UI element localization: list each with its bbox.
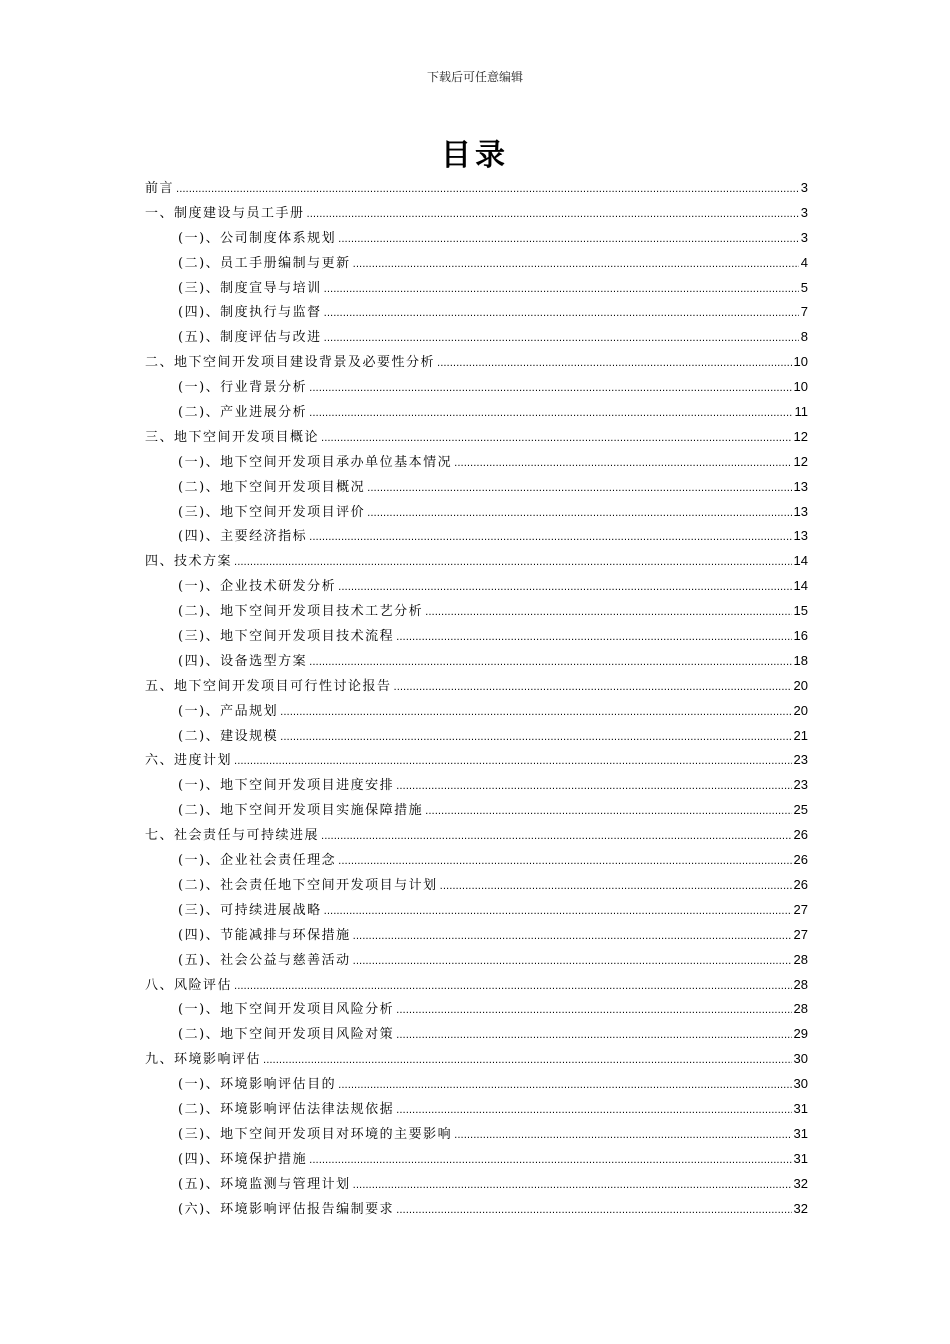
toc-entry[interactable] [145, 375, 808, 400]
dot-leader [396, 1199, 791, 1224]
toc-entry-title: (四)、制度执行与监督 [178, 305, 322, 321]
toc-entry[interactable] [145, 898, 808, 923]
toc-page-number: 21 [793, 727, 808, 743]
toc-entry[interactable] [145, 674, 808, 699]
toc-entry[interactable] [145, 748, 808, 773]
toc-page-number: 3 [800, 229, 808, 245]
toc-entry[interactable] [145, 549, 808, 574]
dot-leader [280, 726, 791, 751]
toc-entry[interactable] [145, 873, 808, 898]
toc-entry[interactable] [145, 1072, 808, 1097]
toc-entry[interactable] [145, 276, 808, 301]
toc-page-number: 10 [793, 354, 808, 370]
toc-entry-title: (二)、社会责任地下空间开发项目与计划 [178, 877, 438, 893]
toc-page-number: 23 [793, 777, 808, 793]
toc-entry-title: (三)、制度宣导与培训 [178, 280, 322, 296]
toc-entry-title: (一)、环境影响评估目的 [178, 1077, 337, 1093]
toc-entry[interactable] [145, 724, 808, 749]
toc-entry[interactable] [145, 599, 808, 624]
toc-page-number: 13 [793, 478, 808, 494]
toc-entry-title: 四、技术方案 [145, 554, 233, 570]
toc-entry[interactable] [145, 176, 808, 201]
dot-leader [437, 352, 792, 377]
toc-entry[interactable] [145, 450, 808, 475]
toc-entry[interactable] [145, 325, 808, 350]
toc-page-number: 5 [800, 279, 808, 295]
dot-leader [454, 452, 791, 477]
dot-leader [367, 502, 791, 527]
toc-page-number: 8 [800, 329, 808, 345]
toc-entry[interactable] [145, 500, 808, 525]
toc-entry-title: 二、地下空间开发项目建设背景及必要性分析 [145, 355, 436, 371]
toc-entry[interactable] [145, 923, 808, 948]
toc-entry-title: (一)、企业社会责任理念 [178, 853, 337, 869]
dot-leader [396, 1024, 791, 1049]
header-note: 下载后可任意编辑 [426, 70, 523, 84]
toc-entry[interactable] [145, 574, 808, 599]
dot-leader [321, 427, 792, 452]
toc-entry[interactable] [145, 1022, 808, 1047]
toc-page-number: 23 [793, 752, 808, 768]
toc-entry[interactable] [145, 773, 808, 798]
dot-leader [307, 203, 799, 228]
toc-entry[interactable] [145, 350, 808, 375]
toc-entry[interactable] [145, 798, 808, 823]
dot-leader [176, 178, 799, 203]
toc-entry-title: 五、地下空间开发项目可行性讨论报告 [145, 678, 392, 694]
dot-leader [309, 1149, 791, 1174]
toc-page-number: 11 [794, 404, 808, 420]
dot-leader [324, 278, 799, 303]
dot-leader [367, 477, 791, 502]
toc-entry-title: 三、地下空间开发项目概论 [145, 429, 320, 445]
toc-entry-title: (二)、员工手册编制与更新 [178, 255, 351, 271]
toc-entry-title: (三)、地下空间开发项目对环境的主要影响 [178, 1126, 453, 1142]
toc-page-number: 14 [793, 553, 808, 569]
toc-entry[interactable] [145, 823, 808, 848]
toc-entry[interactable] [145, 300, 808, 325]
toc-entry[interactable] [145, 699, 808, 724]
toc-page-number: 27 [793, 901, 808, 917]
toc-entry-title: (二)、地下空间开发项目实施保障措施 [178, 803, 424, 819]
toc-page-number: 28 [793, 1001, 808, 1017]
dot-leader [353, 253, 799, 278]
dot-leader [324, 302, 799, 327]
toc-page-number: 29 [793, 1026, 808, 1042]
toc-entry-title: (一)、地下空间开发项目承办单位基本情况 [178, 454, 453, 470]
dot-leader [454, 1124, 791, 1149]
toc-entry[interactable] [145, 1122, 808, 1147]
toc-page-number: 32 [793, 1200, 808, 1216]
toc-title: 目录 [441, 138, 509, 173]
toc-entry-title: (四)、环境保护措施 [178, 1151, 308, 1167]
toc-page-number: 28 [793, 976, 808, 992]
toc-page-number: 31 [793, 1125, 808, 1141]
toc-page-number: 10 [793, 379, 808, 395]
toc-entry-title: (二)、产业进展分析 [178, 405, 308, 421]
toc-entry[interactable] [145, 226, 808, 251]
toc-entry[interactable] [145, 649, 808, 674]
toc-entry[interactable] [145, 1147, 808, 1172]
toc-page-number: 3 [800, 204, 808, 220]
toc-page-number: 30 [793, 1051, 808, 1067]
toc-entry-title: (二)、建设规模 [178, 728, 279, 744]
toc-page-number: 26 [793, 876, 808, 892]
dot-leader [396, 775, 791, 800]
toc-page-number: 20 [793, 677, 808, 693]
dot-leader [396, 626, 791, 651]
toc-page-number: 25 [793, 802, 808, 818]
toc-page-number: 30 [793, 1076, 808, 1092]
toc-entry-title: (一)、公司制度体系规划 [178, 230, 337, 246]
dot-leader [440, 875, 792, 900]
toc-page-number: 27 [793, 926, 808, 942]
toc-entry-title: (三)、地下空间开发项目评价 [178, 504, 366, 520]
toc-page-number: 28 [793, 951, 808, 967]
toc-page-number: 12 [793, 453, 808, 469]
toc-entry-title: (一)、地下空间开发项目风险分析 [178, 1002, 395, 1018]
dot-leader [324, 327, 799, 352]
toc-page-number: 15 [793, 603, 808, 619]
toc-entry-title: (五)、环境监测与管理计划 [178, 1176, 351, 1192]
dot-leader [425, 601, 791, 626]
toc-entry[interactable] [145, 624, 808, 649]
dot-leader [338, 1074, 791, 1099]
dot-leader [234, 551, 792, 576]
toc-entry-title: (一)、行业背景分析 [178, 380, 308, 396]
toc-entry-title: (三)、地下空间开发项目技术流程 [178, 629, 395, 645]
toc-page-number: 13 [793, 528, 808, 544]
dot-leader [338, 228, 799, 253]
toc-entry[interactable] [145, 1197, 808, 1222]
toc-entry[interactable] [145, 475, 808, 500]
toc-entry[interactable] [145, 400, 808, 425]
table-of-contents [145, 176, 808, 1221]
toc-entry[interactable] [145, 848, 808, 873]
toc-entry-title: (一)、企业技术研发分析 [178, 579, 337, 595]
toc-entry-title: (二)、环境影响评估法律法规依据 [178, 1101, 395, 1117]
toc-page-number: 31 [793, 1150, 808, 1166]
dot-leader [263, 1049, 792, 1074]
dot-leader [425, 800, 791, 825]
toc-page-number: 32 [793, 1175, 808, 1191]
toc-entry-title: (一)、产品规划 [178, 703, 279, 719]
dot-leader [309, 651, 791, 676]
dot-leader [353, 925, 792, 950]
toc-entry-title: 七、社会责任与可持续进展 [145, 828, 320, 844]
toc-entry-title: (一)、地下空间开发项目进度安排 [178, 778, 395, 794]
dot-leader [338, 576, 791, 601]
toc-entry[interactable] [145, 425, 808, 450]
toc-page-number: 26 [793, 852, 808, 868]
toc-page-number: 31 [793, 1100, 808, 1116]
toc-entry[interactable] [145, 524, 808, 549]
dot-leader [234, 750, 792, 775]
toc-entry-title: (三)、可持续进展战略 [178, 902, 322, 918]
toc-entry-title: 前言 [145, 181, 175, 196]
toc-entry-title: (四)、主要经济指标 [178, 529, 308, 545]
toc-entry[interactable] [145, 251, 808, 276]
toc-page-number: 12 [793, 428, 808, 444]
toc-entry[interactable] [145, 201, 808, 226]
toc-entry-title: (五)、制度评估与改进 [178, 330, 322, 346]
toc-entry-title: (二)、地下空间开发项目风险对策 [178, 1027, 395, 1043]
toc-page-number: 13 [793, 503, 808, 519]
toc-page-number: 26 [793, 827, 808, 843]
dot-leader [309, 402, 792, 427]
toc-entry-title: 一、制度建设与员工手册 [145, 205, 305, 221]
toc-page-number: 3 [800, 180, 808, 195]
dot-leader [353, 1174, 792, 1199]
toc-entry-title: (四)、设备选型方案 [178, 653, 308, 669]
dot-leader [353, 950, 792, 975]
toc-page-number: 20 [793, 702, 808, 718]
toc-page-number: 16 [793, 628, 808, 644]
toc-page-number: 4 [800, 254, 808, 270]
toc-page-number: 7 [800, 304, 808, 320]
dot-leader [309, 377, 791, 402]
dot-leader [394, 676, 792, 701]
dot-leader [396, 1099, 791, 1124]
toc-entry-title: 六、进度计划 [145, 753, 233, 769]
toc-entry[interactable] [145, 1097, 808, 1122]
toc-entry-title: (六)、环境影响评估报告编制要求 [178, 1201, 395, 1217]
dot-leader [338, 850, 791, 875]
toc-entry[interactable] [145, 1172, 808, 1197]
dot-leader [309, 526, 791, 551]
dot-leader [234, 975, 792, 1000]
dot-leader [280, 701, 791, 726]
toc-entry-title: (二)、地下空间开发项目技术工艺分析 [178, 604, 424, 620]
toc-entry-title: (五)、社会公益与慈善活动 [178, 952, 351, 968]
dot-leader [321, 825, 792, 850]
dot-leader [396, 999, 791, 1024]
toc-entry[interactable] [145, 997, 808, 1022]
toc-entry[interactable] [145, 948, 808, 973]
dot-leader [324, 900, 792, 925]
toc-entry-title: 九、环境影响评估 [145, 1052, 262, 1068]
toc-entry[interactable] [145, 1047, 808, 1072]
toc-entry[interactable] [145, 973, 808, 998]
toc-page-number: 18 [793, 652, 808, 668]
toc-entry-title: (四)、节能减排与环保措施 [178, 927, 351, 943]
toc-entry-title: 八、风险评估 [145, 977, 233, 993]
toc-entry-title: (二)、地下空间开发项目概况 [178, 479, 366, 495]
toc-page-number: 14 [793, 578, 808, 594]
